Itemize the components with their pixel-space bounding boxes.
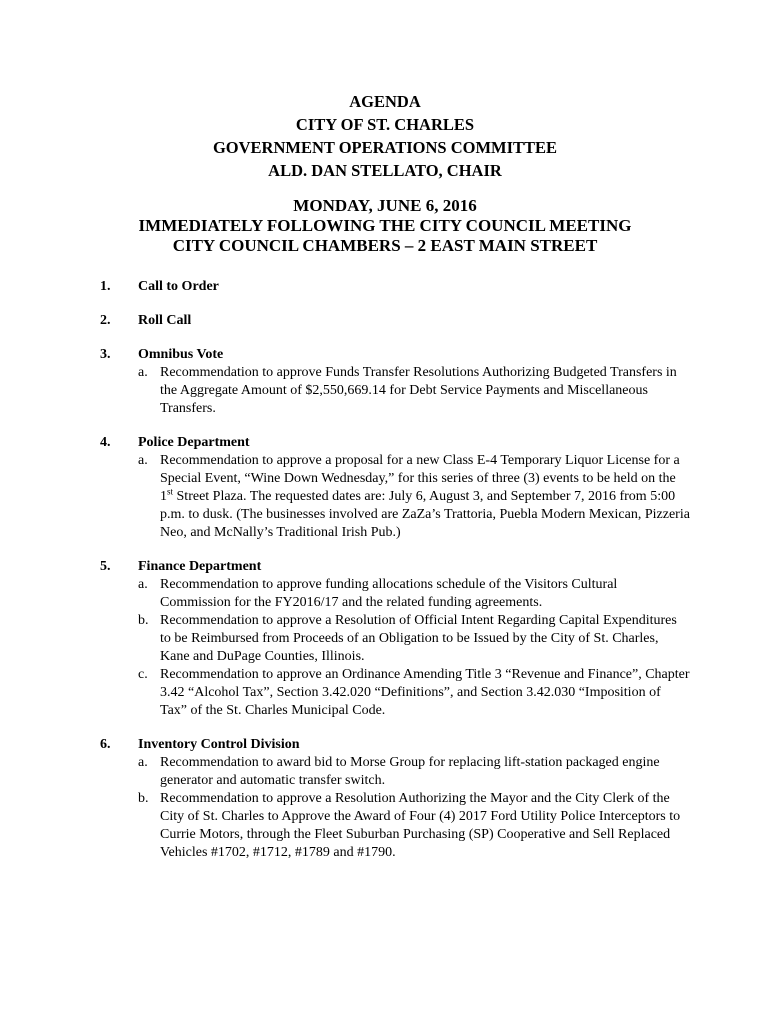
item-number: 1. (100, 279, 111, 294)
item-number: 4. (100, 435, 111, 450)
sub-item-letter: a. (138, 453, 148, 468)
item-title: Inventory Control Division (138, 737, 300, 752)
agenda-item-finance-department (100, 558, 690, 720)
sub-item-text: Recommendation to approve an Ordinance Amending Title 3 “Revenue and Finance”, Chapter 3.42 “Alcohol Tax”, Section 3.42.020 “Definitions”, and Section 3.42.030 “Imposition of Tax” of the St. Charles Municipal Code. (160, 667, 690, 718)
sub-item-text (160, 452, 690, 542)
agenda-item-call-to-order (100, 278, 690, 296)
item-title: Omnibus Vote (138, 347, 224, 362)
ordinal-suffix: st (167, 486, 174, 497)
sub-item (138, 364, 690, 418)
sub-item-text: Recommendation to approve a Resolution of Official Intent Regarding Capital Expenditures to be Reimbursed from Proceeds of an Obligation to be Issued by the City of St. Charles, Kane and DuPage Counties, Illinois. (160, 613, 677, 664)
agenda-item-police-department (100, 434, 690, 542)
city-name: CITY OF ST. CHARLES (295, 115, 475, 134)
header-spacer (0, 182, 770, 196)
sub-item-text: Recommendation to approve Funds Transfer Resolutions Authorizing Budgeted Transfers in the Aggregate Amount of $2,550,669.14 for Debt Service Payments and Miscellaneous Transfers. (160, 365, 677, 416)
agenda-item-roll-call (100, 312, 690, 330)
committee-name: GOVERNMENT OPERATIONS COMMITTEE (212, 138, 558, 157)
sub-item-text-part: Recommendation to approve a proposal for a new Class E-4 Temporary Liquor License for a Special Event, “Wine Down Wednesday,” for this series of three (3) events to be held on the 1 (160, 453, 680, 504)
item-title: Roll Call (138, 313, 192, 328)
sub-item (138, 790, 690, 862)
agenda-item-omnibus-vote (100, 346, 690, 418)
sub-item (138, 612, 690, 666)
sub-item-letter: a. (138, 755, 148, 770)
sub-item-letter: a. (138, 577, 148, 592)
meeting-timing: IMMEDIATELY FOLLOWING THE CITY COUNCIL MEETING (138, 216, 632, 235)
sub-item (138, 666, 690, 720)
sub-item-letter: a. (138, 365, 148, 380)
sub-item-text-part: Street Plaza. The requested dates are: July 6, August 3, and September 7, 2016 from 5:00 p.m. to dusk. (The businesses involved are ZaZa’s Trattoria, Puebla Modern Mexican, Pizzeria Neo, and McNally’s Traditional Irish Pub.) (160, 489, 690, 540)
agenda-item-inventory-control-division (100, 736, 690, 862)
item-title: Call to Order (138, 279, 219, 294)
item-number: 6. (100, 737, 111, 752)
item-number: 5. (100, 559, 111, 574)
meeting-location: CITY COUNCIL CHAMBERS – 2 EAST MAIN STREET (172, 236, 598, 255)
item-title: Police Department (138, 435, 250, 450)
agenda-title: AGENDA (349, 92, 421, 111)
chair-name: ALD. DAN STELLATO, CHAIR (268, 161, 502, 180)
item-title: Finance Department (138, 559, 262, 574)
sub-item-text: Recommendation to approve funding allocations schedule of the Visitors Cultural Commission for the FY2016/17 and the related funding agreements. (160, 577, 618, 610)
sub-item (138, 754, 690, 790)
sub-item-letter: b. (138, 791, 149, 806)
sub-item-letter: b. (138, 613, 149, 628)
sub-item-text: Recommendation to approve a Resolution Authorizing the Mayor and the City Clerk of the City of St. Charles to Approve the Award of Four (4) 2017 Ford Utility Police Interceptors to Currie Motors, through the Fleet Suburban Purchasing (SP) Cooperative and Sell Replaced Vehicles #1702, #1712, #1789 and #1790. (160, 791, 681, 860)
agenda-items (100, 278, 690, 878)
sub-item-letter: c. (138, 667, 148, 682)
sub-item-text: Recommendation to award bid to Morse Group for replacing lift-station packaged engine generator and automatic transfer switch. (160, 755, 660, 788)
sub-item (138, 576, 690, 612)
agenda-header (0, 90, 770, 256)
item-number: 2. (100, 313, 111, 328)
sub-item (138, 452, 690, 542)
item-number: 3. (100, 347, 111, 362)
meeting-date: MONDAY, JUNE 6, 2016 (293, 196, 477, 215)
